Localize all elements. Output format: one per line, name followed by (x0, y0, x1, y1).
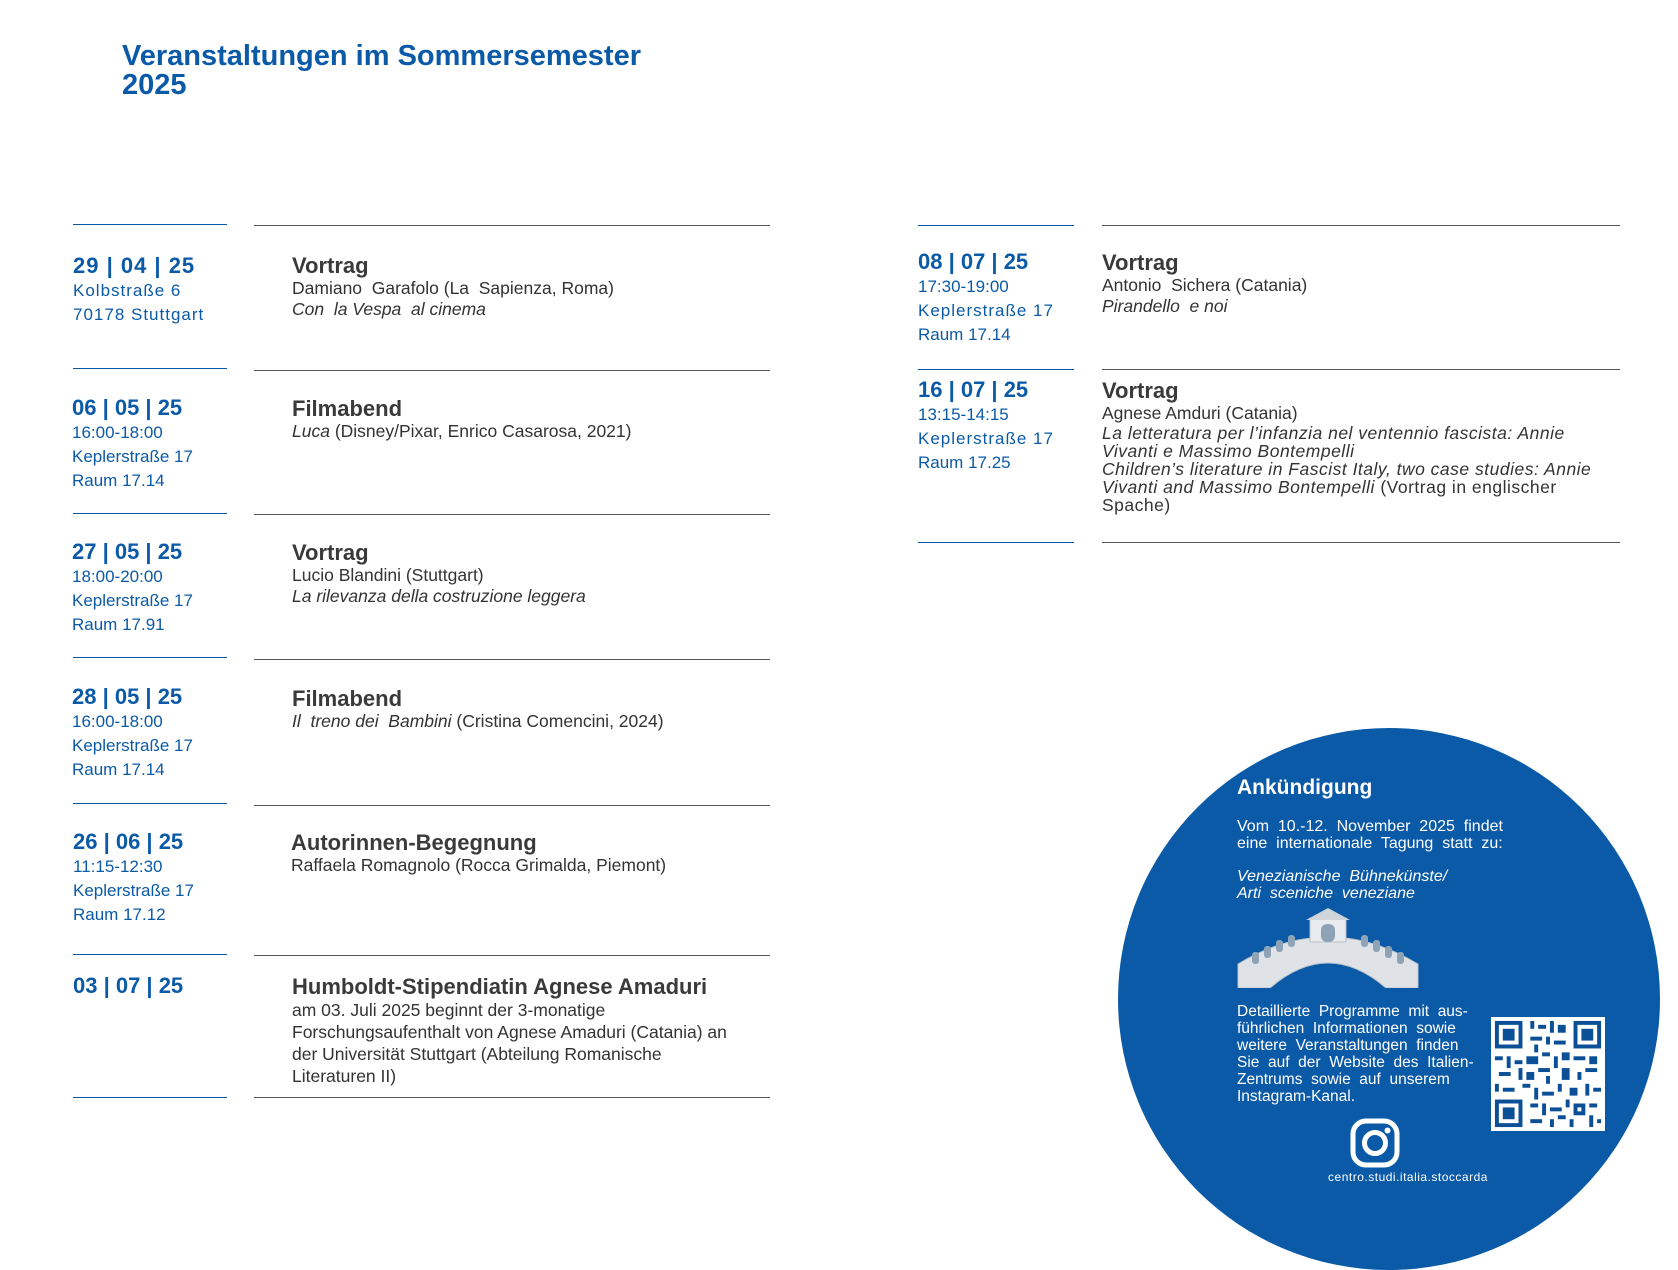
event-topic: La rilevanza della costruzione leggera (292, 586, 586, 606)
event-location: 70178 Stuttgart (73, 305, 205, 324)
event-date-block (918, 249, 1054, 347)
event-details (292, 686, 664, 732)
event-speaker: Damiano Garafolo (La Sapienza, Roma) (292, 278, 614, 298)
instagram-handle[interactable]: centro.studi.italia.stoccarda (1328, 1170, 1488, 1184)
divider (73, 803, 227, 804)
page-title (122, 42, 641, 100)
rialto-bridge-image (1236, 908, 1420, 988)
event-date: 08 | 07 | 25 (918, 249, 1029, 274)
details-text: Detaillierte Programme mit aus- (1237, 1003, 1468, 1020)
divider (254, 805, 770, 806)
announcement-intro (1237, 818, 1547, 852)
event-details (1102, 250, 1307, 317)
event-type: Vortrag (1102, 378, 1179, 403)
event-details (292, 253, 614, 320)
event-date: 29 | 04 | 25 (73, 253, 196, 278)
divider (254, 514, 770, 515)
event-time: 18:00-20:00 (72, 567, 163, 586)
event-details (292, 396, 631, 442)
film-title: Luca (292, 421, 330, 441)
event-location: Keplerstraße 17 (72, 447, 193, 466)
conference-title: Venezianische Bühnekünste/ (1237, 868, 1448, 885)
event-time: 16:00-18:00 (72, 423, 163, 442)
divider (918, 542, 1074, 543)
event-room: Raum 17.14 (918, 325, 1011, 344)
event-location: Keplerstraße 17 (918, 301, 1054, 320)
event-type: Humboldt-Stipendiatin Agnese Amaduri (292, 974, 708, 999)
topic-italic: Vivanti and Massimo Bontempelli (1102, 477, 1375, 497)
event-type: Vortrag (1102, 250, 1179, 275)
announcement-conference (1237, 868, 1447, 902)
divider (254, 955, 770, 956)
conference-title: Arti sceniche veneziane (1237, 885, 1415, 902)
event-topic: Vivanti e Massimo Bontempelli (1102, 441, 1355, 461)
details-text: Sie auf der Website des Italien- (1237, 1054, 1474, 1071)
event-room: Raum 17.14 (72, 471, 165, 490)
divider (73, 657, 227, 658)
event-topic: Pirandello e noi (1102, 296, 1228, 316)
event-location: Keplerstraße 17 (72, 591, 193, 610)
event-speaker: Antonio Sichera (Catania) (1102, 275, 1308, 295)
event-location: Keplerstraße 17 (73, 881, 194, 900)
event-details (292, 540, 586, 607)
event-details (292, 974, 727, 1087)
topic-note: (Vortrag in englischer (1374, 477, 1557, 497)
event-time: 11:15-12:30 (73, 857, 163, 876)
event-date: 03 | 07 | 25 (73, 973, 184, 998)
divider (1102, 542, 1620, 543)
divider (918, 225, 1074, 226)
event-speaker: Raffaela Romagnolo (Rocca Grimalda, Piemont) (291, 855, 667, 875)
details-text: Instagram-Kanal. (1237, 1088, 1356, 1105)
event-time: 13:15-14:15 (918, 405, 1009, 424)
divider (1102, 369, 1620, 370)
divider (73, 513, 227, 514)
event-room: Raum 17.91 (72, 615, 165, 634)
event-date-block (918, 377, 1054, 475)
page-title-line2: 2025 (122, 69, 187, 101)
divider (73, 368, 227, 369)
event-date: 16 | 07 | 25 (918, 377, 1029, 402)
event-topic: La letteratura per l’infanzia nel ventennio fascista: Annie (1102, 423, 1565, 443)
event-text: der Universität Stuttgart (Abteilung Romanische (292, 1044, 662, 1064)
page-title-line1: Veranstaltungen im Sommersemester (122, 40, 641, 72)
event-text: am 03. Juli 2025 beginnt der 3-monatige (292, 1000, 606, 1020)
divider (254, 1097, 770, 1098)
event-room: Raum 17.12 (73, 905, 166, 924)
event-topic: Children’s literature in Fascist Italy, two case studies: Annie (1102, 459, 1592, 479)
announcement-title: Ankündigung (1237, 776, 1373, 799)
event-details (1102, 378, 1591, 514)
event-type: Autorinnen-Begegnung (291, 830, 537, 855)
event-date: 28 | 05 | 25 (72, 684, 183, 709)
event-date-block (73, 829, 194, 927)
film-info: (Cristina Comencini, 2024) (451, 711, 664, 731)
event-date: 27 | 05 | 25 (72, 539, 183, 564)
event-location: Kolbstraße 6 (73, 281, 182, 300)
event-speaker: Lucio Blandini (Stuttgart) (292, 565, 484, 585)
details-text: Zentrums sowie auf unserem (1237, 1071, 1450, 1088)
film-info: (Disney/Pixar, Enrico Casarosa, 2021) (329, 421, 632, 441)
event-location: Keplerstraße 17 (918, 429, 1054, 448)
divider (1102, 225, 1620, 226)
event-topic (1102, 478, 1591, 496)
event-date: 26 | 06 | 25 (73, 829, 184, 854)
divider (73, 1097, 227, 1098)
event-time: 16:00-18:00 (72, 712, 163, 731)
event-topic: Con la Vespa al cinema (292, 299, 486, 319)
event-topic: Spache) (1102, 495, 1171, 515)
event-type: Filmabend (292, 396, 403, 421)
event-room: Raum 17.25 (918, 453, 1011, 472)
event-time: 17:30-19:00 (918, 277, 1009, 296)
event-details (291, 830, 666, 876)
event-date-block (72, 539, 193, 637)
event-type: Filmabend (292, 686, 403, 711)
event-date: 06 | 05 | 25 (72, 395, 183, 420)
divider (73, 954, 227, 955)
event-date-block (73, 253, 204, 327)
event-room: Raum 17.14 (72, 760, 165, 779)
event-location: Keplerstraße 17 (72, 736, 193, 755)
divider (254, 225, 770, 226)
announcement-circle (1118, 728, 1660, 1270)
announcement-details (1237, 1003, 1474, 1105)
event-type: Vortrag (292, 253, 369, 278)
divider (73, 224, 227, 225)
event-text: Literaturen II) (292, 1066, 397, 1086)
instagram-icon[interactable] (1350, 1118, 1400, 1168)
event-date-block (72, 684, 193, 782)
divider (254, 659, 770, 660)
divider (254, 370, 770, 371)
announcement-text: Vom 10.-12. November 2025 findet (1237, 818, 1503, 835)
event-type: Vortrag (292, 540, 369, 565)
film-title: Il treno dei Bambini (292, 711, 452, 731)
event-date-block (72, 395, 193, 493)
event-speaker: Agnese Amduri (Catania) (1102, 403, 1298, 423)
event-text: Forschungsaufenthalt von Agnese Amaduri (Catania) an (292, 1022, 727, 1042)
details-text: führlichen Informationen sowie (1237, 1020, 1456, 1037)
event-date-block (73, 973, 183, 999)
qr-code-icon[interactable] (1491, 1017, 1605, 1131)
details-text: weitere Veranstaltungen finden (1237, 1037, 1459, 1054)
event-film (292, 421, 631, 442)
divider (918, 369, 1074, 370)
announcement-text: eine internationale Tagung statt zu: (1237, 835, 1503, 852)
event-film (292, 711, 664, 732)
